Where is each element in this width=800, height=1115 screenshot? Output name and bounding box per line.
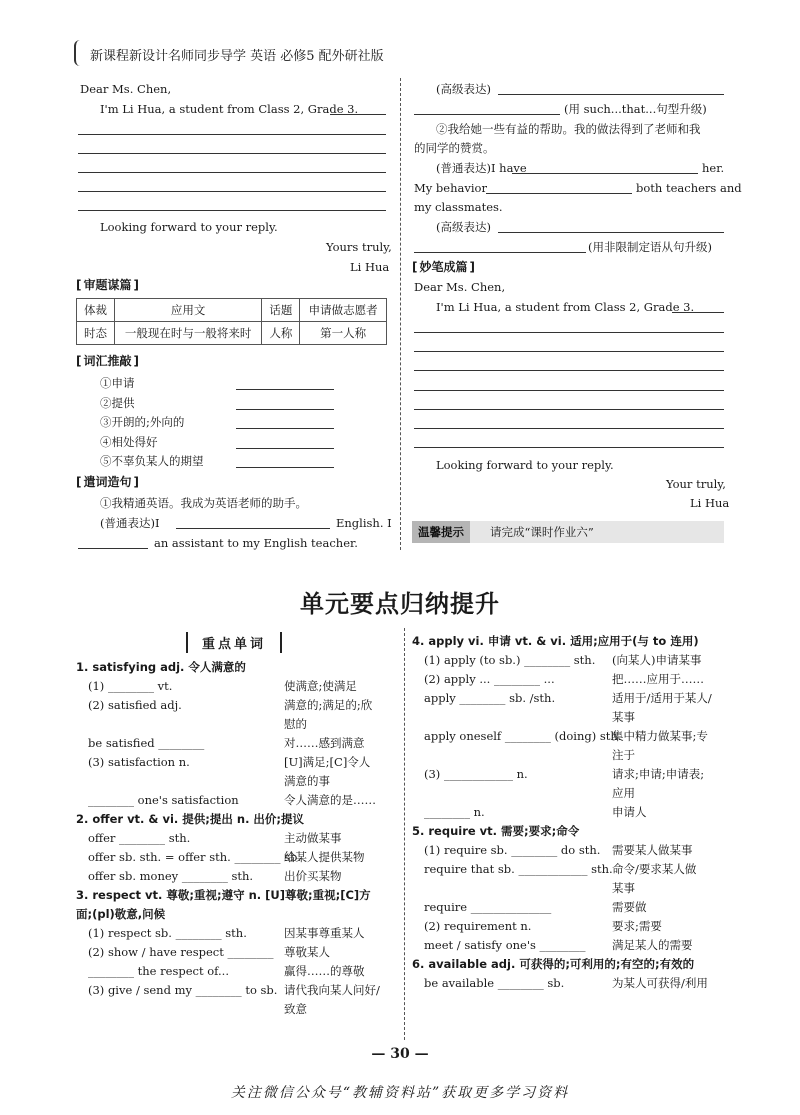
tip-bar	[412, 521, 724, 543]
vocab-phrase: require that sb. ____________ sth.	[424, 862, 613, 876]
qianci-english: English. I	[336, 516, 392, 530]
both-text: both teachers and	[636, 181, 742, 195]
putong-label-2: (普通表达)I have	[436, 161, 527, 175]
keywords-label-text: 重点单词	[202, 637, 267, 652]
vocab-phrase: offer sb. sth. = offer sth. ________ sb.	[88, 850, 302, 864]
vocab-row	[412, 689, 732, 708]
vocab-headword: 3. respect vt. 尊敬;重视;遵守 n. [U]尊敬;重视;[C]方	[76, 888, 371, 902]
cihui-blank-1[interactable]	[236, 389, 334, 390]
vocab-meaning: 满足某人的需要	[612, 938, 693, 952]
vocab-headword: 5. require vt. 需要;要求;命令	[412, 824, 580, 838]
vocab-meaning: 慰的	[284, 717, 307, 731]
vocab-meaning: 赢得……的尊敬	[284, 964, 365, 978]
qianci-putong-label: (普通表达)I	[100, 516, 160, 530]
vocab-phrase: ________ n.	[424, 805, 485, 819]
vocab-meaning: 请代我向某人问好/	[284, 983, 380, 997]
right-vocab-list	[412, 632, 732, 993]
vocab-meaning: 满意的;满足的;欣	[284, 698, 373, 712]
vocab-phrase: (3) satisfaction n.	[88, 755, 190, 769]
vocab-meaning: 主动做某事	[284, 831, 342, 845]
vocab-meaning: 应用	[612, 786, 635, 800]
vocab-row	[76, 753, 396, 772]
keywords-label	[186, 632, 282, 653]
vocab-headword: 2. offer vt. & vi. 提供;提出 n. 出价;提议	[76, 812, 305, 826]
right-blank-2[interactable]	[414, 114, 560, 115]
vocab-meaning: 命令/要求某人做	[612, 862, 697, 876]
qianci-assistant: an assistant to my English teacher.	[154, 536, 358, 550]
left-letter-intro-text: I'm Li Hua, a student from Class 2, Grade 3.	[100, 102, 359, 116]
header-title: 新课程新设计名师同步导学 英语 必修5 配外研社版	[90, 49, 384, 64]
shenti-cell: 应用文	[115, 299, 262, 322]
vocab-meaning: 使满意;使满足	[284, 679, 357, 693]
vocab-meaning: (向某人)申请某事	[612, 653, 702, 667]
vocab-phrase: (2) apply ... ________ ...	[424, 672, 555, 686]
vocab-phrase: apply ________ sb. /sth.	[424, 691, 556, 705]
vocab-meaning: 出价买某物	[284, 869, 342, 883]
cihui-item-2: ②提供	[100, 396, 135, 410]
vocab-row	[76, 658, 396, 677]
cihui-item-3: ③开朗的;外向的	[100, 415, 185, 429]
vocab-row	[412, 803, 732, 822]
unit-title: 单元要点归纳提升	[300, 590, 500, 618]
right-blank-1[interactable]	[498, 94, 724, 95]
sentence-2: ②我给她一些有益的帮助。我的做法得到了老师和我	[436, 122, 701, 136]
shenti-label-text: 审题谋篇	[83, 278, 132, 292]
vocab-meaning: 需要某人做某事	[612, 843, 693, 857]
gaoji-label-2: (高级表达)	[436, 220, 491, 234]
vocab-meaning: 满意的事	[284, 774, 330, 788]
vocab-phrase: (1) ________ vt.	[88, 679, 173, 693]
shenti-cell: 一般现在时与一般将来时	[115, 322, 262, 345]
vocab-phrase: be available ________ sb.	[424, 976, 565, 990]
vocab-phrase: ________ the respect of...	[88, 964, 229, 978]
sentence-2b: 的同学的赞赏。	[414, 141, 495, 155]
vocab-row	[412, 708, 732, 727]
qianci-label	[76, 473, 139, 490]
vocab-meaning: [U]满足;[C]令人	[284, 755, 371, 769]
vocab-meaning: 为某人可获得/利用	[612, 976, 708, 990]
vocab-row	[412, 860, 732, 879]
left-letter-name: Li Hua	[350, 260, 390, 274]
shenti-cell: 申请做志愿者	[300, 299, 387, 322]
vocab-row	[76, 829, 396, 848]
gaoji-label-1: (高级表达)	[436, 82, 491, 96]
qianci-label-text: 遣词造句	[83, 475, 132, 489]
vocab-meaning: 集中精力做某事;专	[612, 729, 708, 743]
vocab-row	[76, 677, 396, 696]
shenti-label	[76, 276, 139, 293]
vocab-row	[76, 734, 396, 753]
miaobi-line-4[interactable]	[414, 390, 724, 391]
vocab-phrase: meet / satisfy one's ________	[424, 938, 586, 952]
miaobi-line-6[interactable]	[414, 428, 724, 429]
qianci-sentence-1: ①我精通英语。我成为英语老师的助手。	[100, 496, 307, 510]
miaobi-label-text: 妙笔成篇	[419, 260, 468, 274]
left-answer-line-3[interactable]	[78, 172, 386, 173]
vocab-phrase: (2) show / have respect ________	[88, 945, 274, 959]
vocab-meaning: 尊敬某人	[284, 945, 330, 959]
vocab-row	[76, 886, 396, 905]
vocab-row	[412, 632, 732, 651]
tip-label: 温馨提示	[412, 521, 470, 543]
vocab-row	[412, 879, 732, 898]
shenti-row-1	[77, 322, 387, 345]
vocab-phrase: (2) satisfied adj.	[88, 698, 182, 712]
cihui-blank-2[interactable]	[236, 409, 334, 410]
vocab-row	[412, 727, 732, 746]
cihui-item-1: ①申请	[100, 376, 135, 390]
vocab-meaning: 请求;申请;申请表;	[612, 767, 705, 781]
vocab-phrase: apply oneself ________ (doing) sth.	[424, 729, 622, 743]
shenti-cell: 第一人称	[300, 322, 387, 345]
classmates-text: my classmates.	[414, 200, 503, 214]
shenti-cell: 体裁	[77, 299, 115, 322]
vocab-phrase: be satisfied ________	[88, 736, 205, 750]
vocab-row	[76, 810, 396, 829]
shenti-row-0	[77, 299, 387, 322]
vocab-phrase: (1) respect sb. ________ sth.	[88, 926, 247, 940]
vocab-row	[412, 784, 732, 803]
vocab-row	[412, 841, 732, 860]
miaobi-line-0[interactable]	[672, 312, 724, 313]
vocab-row	[412, 746, 732, 765]
upgrade-note-2: (用非限制定语从句升级)	[588, 240, 712, 254]
vocab-row	[76, 962, 396, 981]
vocab-row	[412, 936, 732, 955]
vocab-phrase: require ______________	[424, 900, 552, 914]
vocab-row	[412, 822, 732, 841]
vocab-phrase: (2) requirement n.	[424, 919, 532, 933]
vocab-row	[76, 791, 396, 810]
left-letter-greeting: Dear Ms. Chen,	[80, 82, 172, 96]
header-curve	[74, 40, 84, 66]
miaobi-sign: Your truly,	[666, 477, 726, 491]
left-letter-intro	[100, 100, 358, 118]
vocab-headword: 4. apply vi. 申请 vt. & vi. 适用;应用于(与 to 连用)	[412, 634, 699, 648]
vocab-phrase: offer ________ sth.	[88, 831, 191, 845]
miaobi-intro: I'm Li Hua, a student from Class 2, Grade 3.	[436, 300, 695, 314]
shenti-cell: 时态	[77, 322, 115, 345]
vocab-meaning: 令人满意的是……	[284, 793, 376, 807]
miaobi-line-1[interactable]	[414, 332, 724, 333]
vocab-meaning: 要求;需要	[612, 919, 662, 933]
vocab-row	[76, 924, 396, 943]
vocab-meaning: 对……感到满意	[284, 736, 365, 750]
vocab-row	[76, 848, 396, 867]
left-vocab-list	[76, 658, 396, 1019]
vocab-meaning: 适用于/适用于某人/	[612, 691, 712, 705]
vocab-row	[412, 651, 732, 670]
column-divider-bottom	[404, 628, 405, 1040]
vocab-row	[412, 955, 732, 974]
vocab-phrase: (3) give / send my ________ to sb.	[88, 983, 278, 997]
vocab-phrase: (1) apply (to sb.) ________ sth.	[424, 653, 596, 667]
vocab-row	[76, 905, 396, 924]
left-answer-line-0[interactable]	[330, 114, 386, 115]
vocab-headword: 6. available adj. 可获得的;可利用的;有空的;有效的	[412, 957, 695, 971]
right-blank-5[interactable]	[498, 232, 724, 233]
miaobi-name: Li Hua	[690, 496, 730, 510]
left-answer-line-1[interactable]	[78, 134, 386, 135]
left-answer-line-4[interactable]	[78, 191, 386, 192]
vocab-meaning: 因某事尊重某人	[284, 926, 365, 940]
cihui-item-4: ④相处得好	[100, 435, 158, 449]
miaobi-label	[412, 258, 475, 275]
vocab-headword: 1. satisfying adj. 令人满意的	[76, 660, 246, 674]
left-answer-line-5[interactable]	[78, 210, 386, 211]
vocab-row	[412, 917, 732, 936]
vocab-row	[76, 867, 396, 886]
vocab-meaning: 申请人	[612, 805, 647, 819]
vocab-meaning: 需要做	[612, 900, 647, 914]
right-blank-4[interactable]	[486, 193, 632, 194]
vocab-meaning: 把……应用于……	[612, 672, 704, 686]
vocab-row	[76, 772, 396, 791]
page-number: — 30 —	[371, 1046, 429, 1062]
cihui-item-5: ⑤不辜负某人的期望	[100, 454, 204, 468]
vocab-row	[76, 696, 396, 715]
right-blank-6[interactable]	[414, 252, 586, 253]
vocab-row	[412, 670, 732, 689]
miaobi-line-5[interactable]	[414, 409, 724, 410]
miaobi-line-7[interactable]	[414, 447, 724, 448]
cihui-label-text: 词汇推敲	[83, 354, 132, 368]
upgrade-note-1: (用 such...that...句型升级)	[564, 102, 707, 116]
cihui-blank-5[interactable]	[236, 467, 334, 468]
vocab-meaning: 致意	[284, 1002, 307, 1016]
vocab-row	[76, 715, 396, 734]
left-answer-line-2[interactable]	[78, 153, 386, 154]
vocab-meaning: 某事	[612, 710, 635, 724]
tip-text: 请完成“课时作业六”	[490, 525, 594, 539]
behavior-text: My behavior	[414, 181, 487, 195]
vocab-meaning: 注于	[612, 748, 635, 762]
vocab-row	[412, 898, 732, 917]
right-blank-3[interactable]	[512, 173, 698, 174]
vocab-meaning: 某事	[612, 881, 635, 895]
cihui-blank-4[interactable]	[236, 448, 334, 449]
miaobi-greeting: Dear Ms. Chen,	[414, 280, 506, 294]
miaobi-line-3[interactable]	[414, 370, 724, 371]
vocab-phrase: (3) ____________ n.	[424, 767, 528, 781]
vocab-phrase: offer sb. money ________ sth.	[88, 869, 254, 883]
vocab-phrase: ________ one's satisfaction	[88, 793, 239, 807]
left-letter-sign: Yours truly,	[326, 240, 392, 254]
vocab-row	[412, 974, 732, 993]
her-text: her.	[702, 161, 725, 175]
vocab-row	[76, 1000, 396, 1019]
footer-note: 关注微信公众号“教辅资料站”获取更多学习资料	[230, 1085, 570, 1101]
vocab-row	[76, 981, 396, 1000]
vocab-meaning: 给某人提供某物	[284, 850, 365, 864]
miaobi-closing: Looking forward to your reply.	[436, 458, 614, 472]
qianci-blank-1[interactable]	[176, 528, 330, 529]
vocab-row	[412, 765, 732, 784]
left-letter-closing: Looking forward to your reply.	[100, 220, 278, 234]
cihui-blank-3[interactable]	[236, 428, 334, 429]
vocab-phrase: (1) require sb. ________ do sth.	[424, 843, 601, 857]
shenti-cell: 话题	[262, 299, 300, 322]
qianci-blank-2[interactable]	[78, 548, 148, 549]
miaobi-line-2[interactable]	[414, 351, 724, 352]
column-divider-top	[400, 78, 401, 550]
cihui-label	[76, 352, 139, 369]
shenti-table	[76, 298, 387, 345]
vocab-row	[76, 943, 396, 962]
shenti-cell: 人称	[262, 322, 300, 345]
vocab-headword: 面;(pl)敬意,问候	[76, 907, 166, 921]
